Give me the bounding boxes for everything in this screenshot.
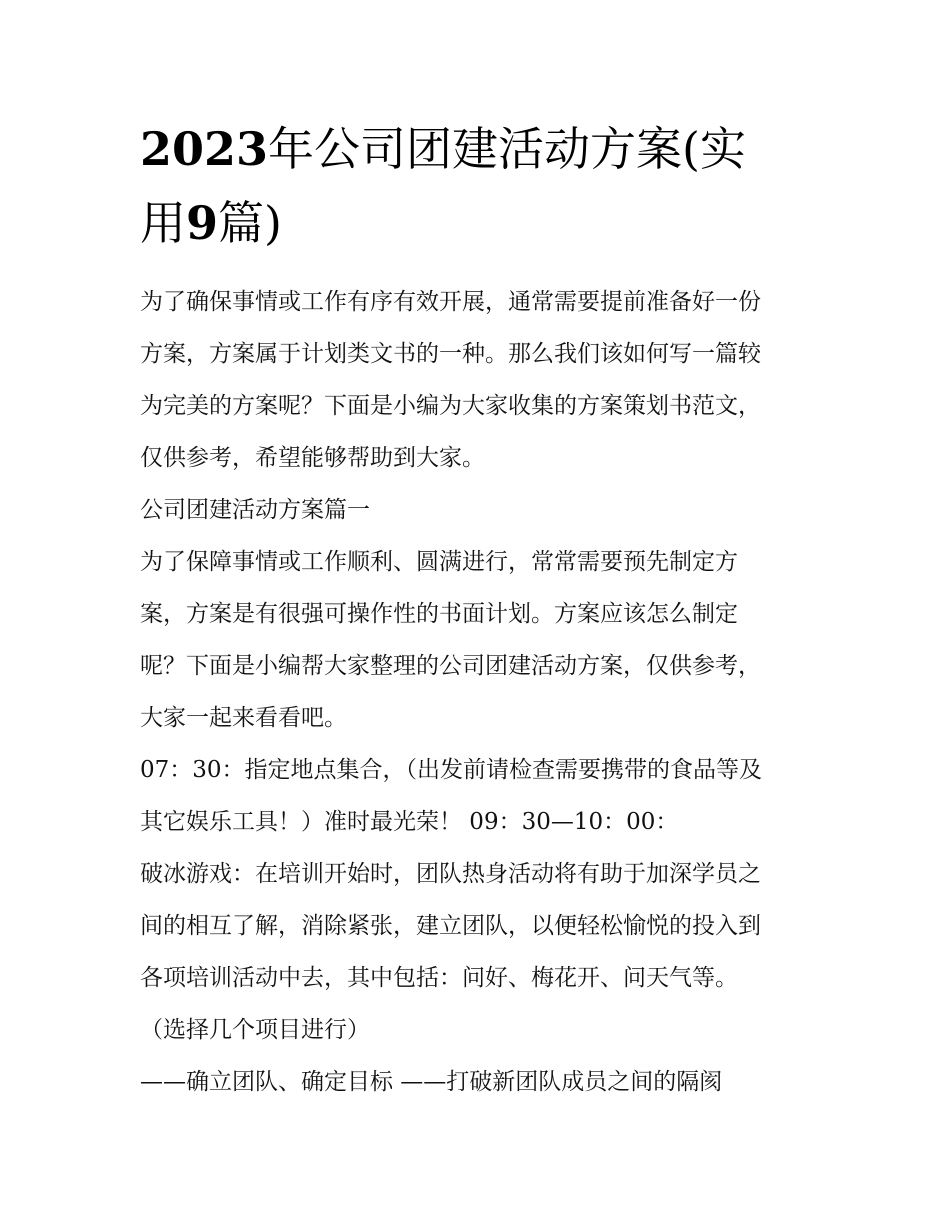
title-text-line2b: 篇) xyxy=(218,196,282,250)
body-line-13: 间的相互了解，消除紧张，建立团队，以便轻松愉悦的投入到 xyxy=(140,913,761,939)
title-year: 2023 xyxy=(140,122,269,176)
title-text-line1: 年公司团建活动方案(实 xyxy=(268,122,746,176)
body-line-8: 呢？下面是小编帮大家整理的公司团建活动方案，仅供参考， xyxy=(140,653,761,679)
body-line-11: 其它娱乐工具！）准时最光荣！ 09：30—10：00： xyxy=(140,809,679,835)
body-line-12: 破冰游戏：在培训开始时，团队热身活动将有助于加深学员之 xyxy=(140,861,761,887)
body-line-1: 为了确保事情或工作有序有效开展，通常需要提前准备好一份 xyxy=(140,289,761,315)
section-heading: 公司团建活动方案篇一 xyxy=(140,497,370,523)
body-line-15: （选择几个项目进行） xyxy=(140,1017,370,1043)
body-line-6: 为了保障事情或工作顺利、圆满进行，常常需要预先制定方 xyxy=(140,549,738,575)
body-line-16: ——确立团队、确定目标 ——打破新团队成员之间的隔阂 xyxy=(140,1069,723,1095)
body-line-9: 大家一起来看看吧。 xyxy=(140,705,347,731)
body-line-4: 仅供参考，希望能够帮助到大家。 xyxy=(140,445,485,471)
body-line-14: 各项培训活动中去，其中包括：问好、梅花开、问天气等。 xyxy=(140,965,738,991)
body-line-10: 07：30：指定地点集合，（出发前请检查需要携带的食品等及 xyxy=(140,757,763,783)
title-count: 9 xyxy=(186,196,219,250)
document-body xyxy=(140,280,820,1112)
body-line-7: 案，方案是有很强可操作性的书面计划。方案应该怎么制定 xyxy=(140,601,738,627)
title-text-line2a: 用 xyxy=(140,196,186,250)
body-line-2: 方案，方案属于计划类文书的一种。那么我们该如何写一篇较 xyxy=(140,341,761,367)
body-line-3: 为完美的方案呢？下面是小编为大家收集的方案策划书范文， xyxy=(140,393,761,419)
document-title xyxy=(140,112,820,260)
